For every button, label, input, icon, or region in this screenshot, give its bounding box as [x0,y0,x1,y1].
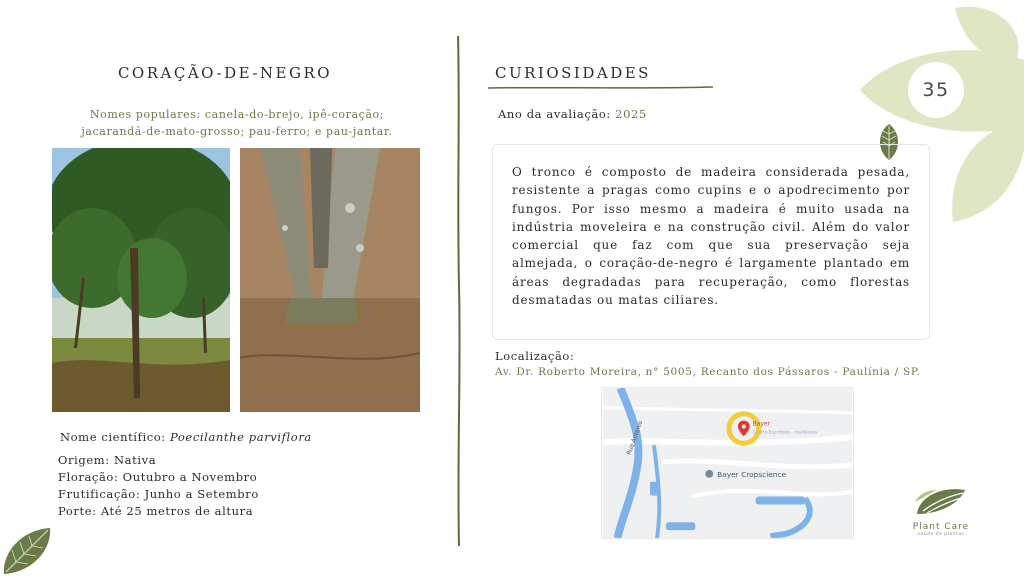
fact-flowering: Floração: Outubro a Novembro [58,470,258,484]
fact-origin: Origem: Nativa [58,453,157,467]
logo-tagline: saúde de plantas [917,532,965,537]
scientific-name-value: Poecilanthe parviflora [170,430,312,444]
popular-names-line-2: jacarandá-de-mato-grosso; pau-ferro; e pau-jantar. [81,125,393,138]
map-pin-sublabel: Centro Escritório - residência [752,430,817,436]
curiosity-text: O tronco é composto de madeira considerada pesada, resistente a pragas como cupins e o apodrecimento por fungos. Por isso mesmo a madeira é muito usada na indústria moveleira e na construção civil. Além do valor comercial que faz com que sua preservação seja almejada, o coração-de-negro é largamente plantado em áreas degradadas para recuperação, como florestas desmatadas ou matas ciliares. [512,165,910,308]
location-map[interactable] [601,387,854,539]
place-marker-icon [705,470,713,478]
species-facts [58,452,259,520]
page-number: 35 [908,62,964,118]
evaluation-year-label: Ano da avaliação: [498,107,611,121]
logo-name: Plant Care [912,522,970,532]
map-pin-label: Bayer [752,421,770,428]
map-road-label: Rua Antonio [626,420,645,456]
scientific-name [60,430,312,444]
scientific-name-label: Nome científico: [60,430,166,444]
trunk-photo [240,148,420,412]
title-underline [488,84,713,92]
popular-names [52,106,422,140]
evaluation-year-value: 2025 [615,107,647,121]
popular-names-line-1: Nomes populares: canela-do-brejo, ipê-coração; [89,108,385,121]
fact-fruiting: Frutificação: Junho a Setembro [58,487,259,501]
location-label: Localização: [495,349,575,363]
fact-size: Porte: Até 25 metros de altura [58,504,254,518]
species-title: CORAÇÃO-DE-NEGRO [117,64,333,82]
evaluation-year [498,107,647,121]
tree-photo [52,148,230,412]
logo-leaf-icon [913,486,969,516]
curiosity-box [492,144,930,340]
leaf-icon [0,524,54,576]
location-address: Av. Dr. Roberto Moreira, n° 5005, Recanto dos Pássaros - Paulínia / SP. [495,366,921,378]
curiosities-title: CURIOSIDADES [495,64,651,82]
map-place-label: Bayer Cropscience [717,469,787,479]
plant-care-logo [900,486,982,542]
column-divider [452,36,466,546]
